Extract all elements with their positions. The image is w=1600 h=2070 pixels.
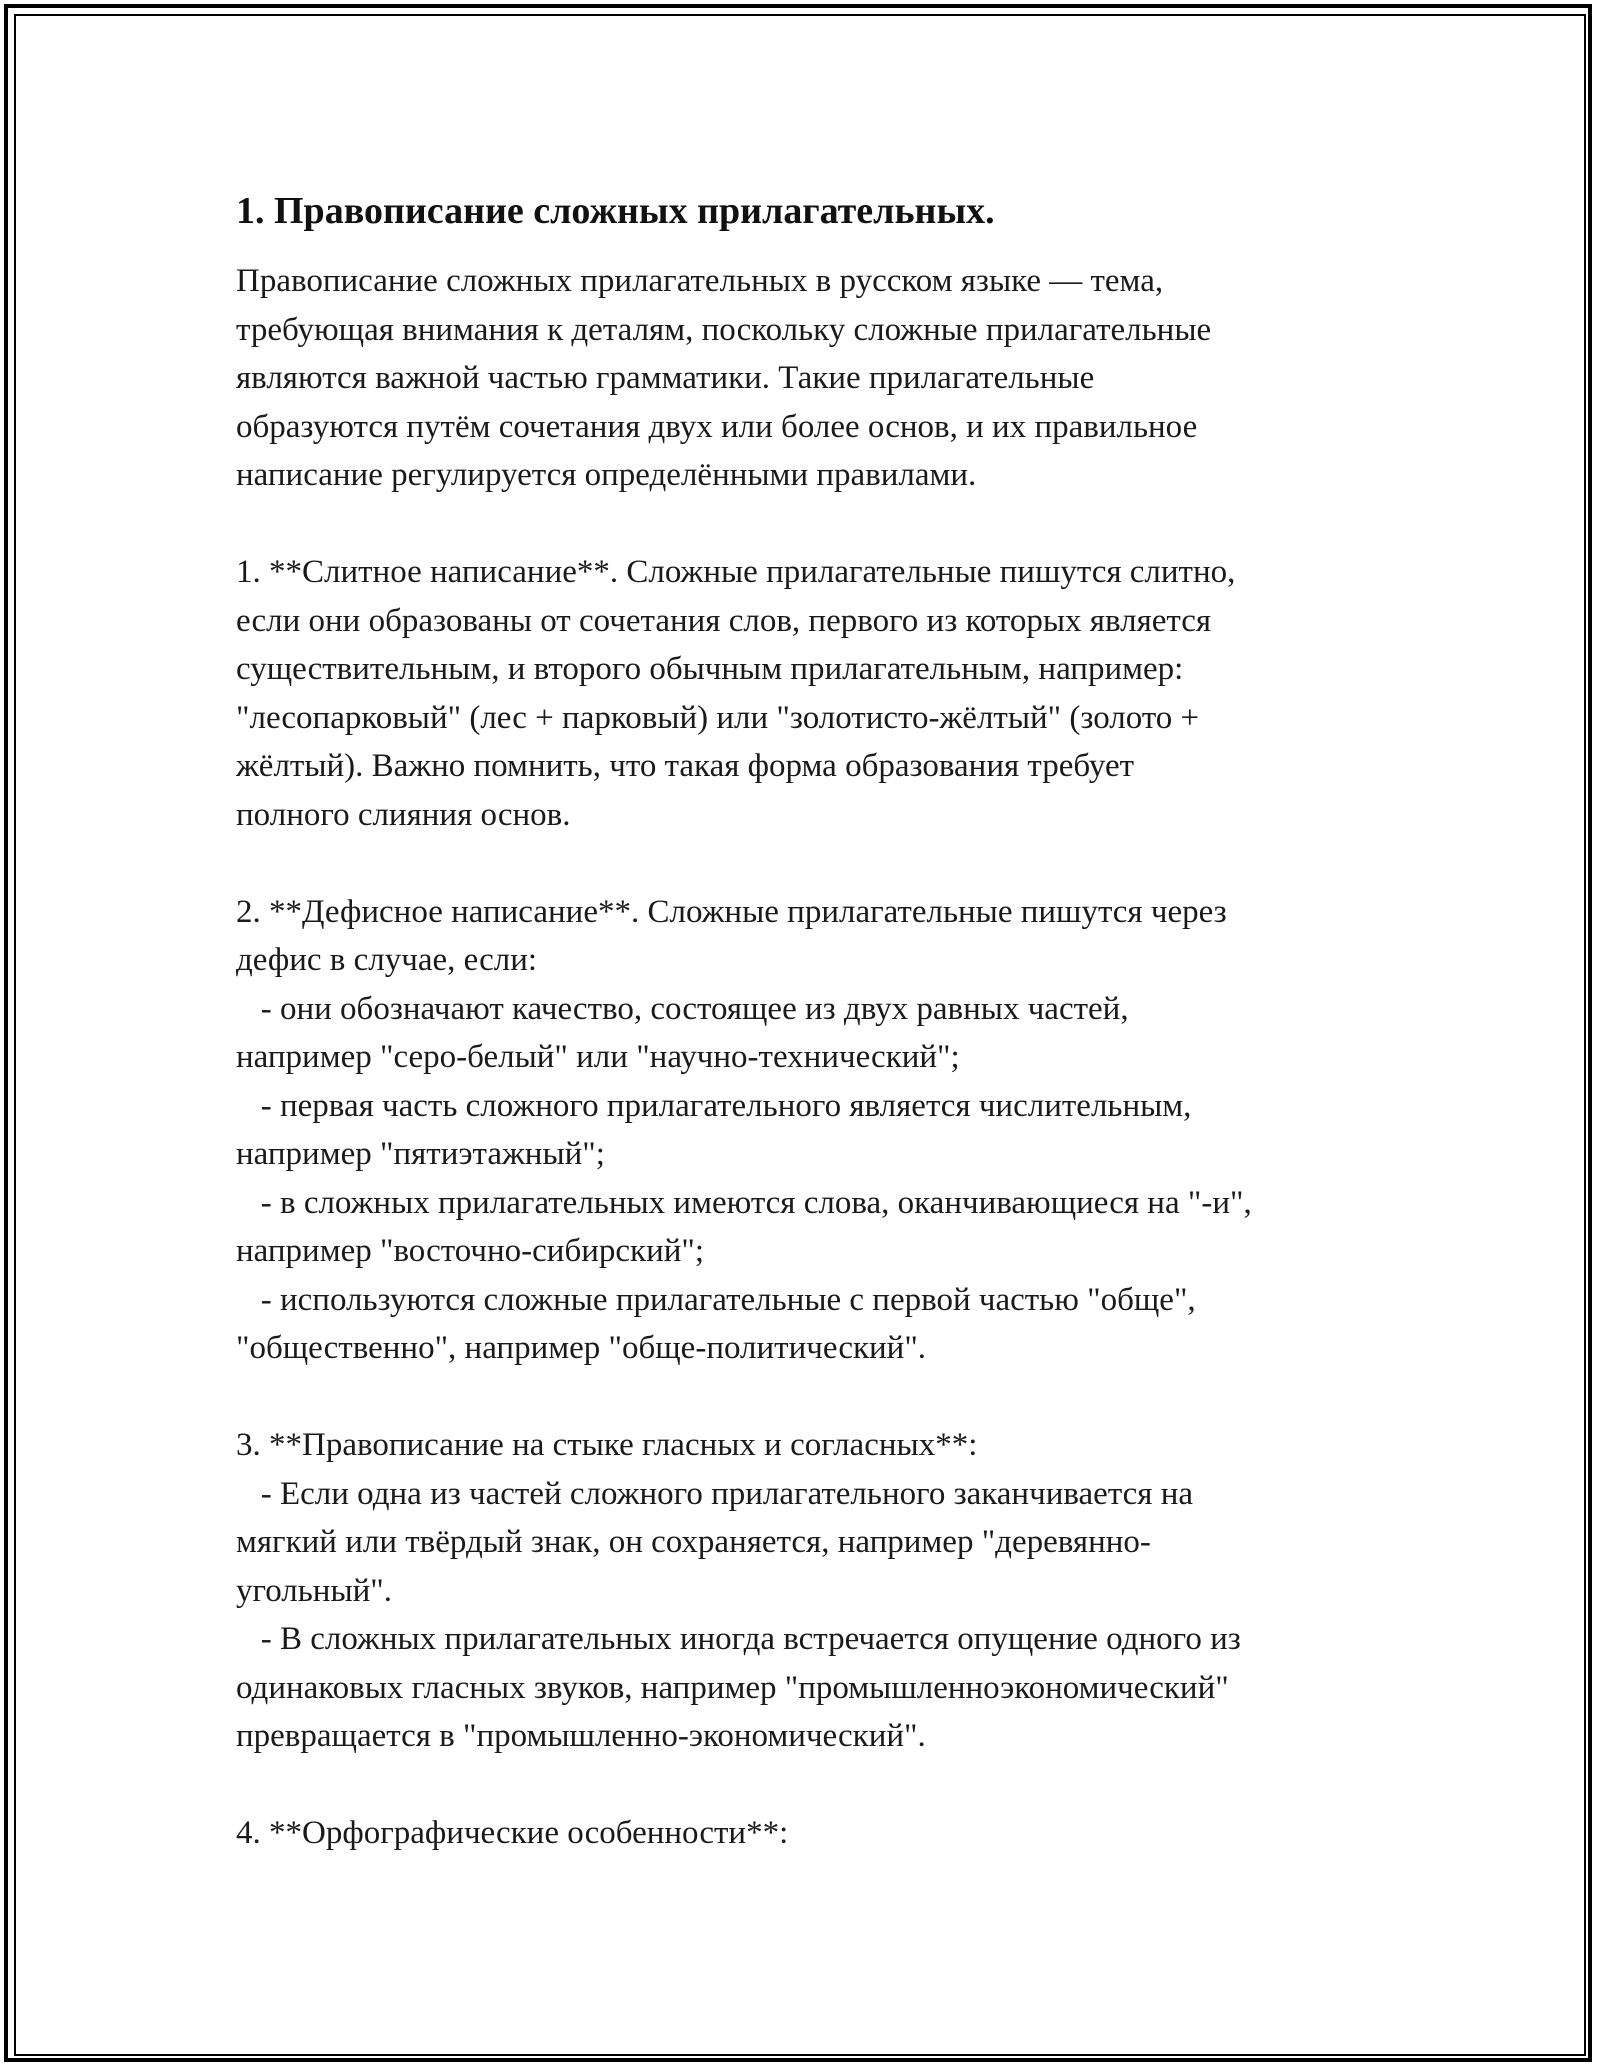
document-body-text: Правописание сложных прилагательных в русском языке — тема, требующая внимания к деталям, поскольку сложные прилагательные являются важной частью грамматики. Такие прилагательные образуются путём сочетания двух или более основ, и их правильное написание регулируется определёнными правилами. 1. **Слитное написание**. Сложные прилагательные пишутся слитно, если они образованы от сочетания слов, первого из которых является существительным, и второго обычным прилагательным, например: "лесопарковый" (лес + парковый) или "золотисто-жёлтый" (золото + жёлтый). Важно помнить, что такая форма образования требует полного слияния основ. 2. **Дефисное написание**. Сложные прилагательные пишутся через дефис в случае, если: - они обозначают качество, состоящее из двух равных частей, например "серо-белый" или "научно-технический"; - первая часть сложного прилагательного является числительным, например "пятиэтажный"; - в сложных прилагательных имеются слова, оканчивающиеся на "-и", например "восточно-сибирский"; - используются сложные прилагательные с первой частью "обще", "общественно", например "обще-политический". 3. **Правописание на стыке гласных и согласных**: - Если одна из частей сложного прилагательного заканчивается на мягкий или твёрдый знак, он сохраняется, например "деревянно- угольный". - В сложных прилагательных иногда встречается опущение одного из одинаковых гласных звуков, например "промышленноэкономический" превращается в "промышленно-экономический". 4. **Орфографические особенности**: <box>236 263 1252 1851</box>
document-content <box>236 187 1386 1858</box>
document-title: 1. Правописание сложных прилагательных. <box>236 190 995 232</box>
